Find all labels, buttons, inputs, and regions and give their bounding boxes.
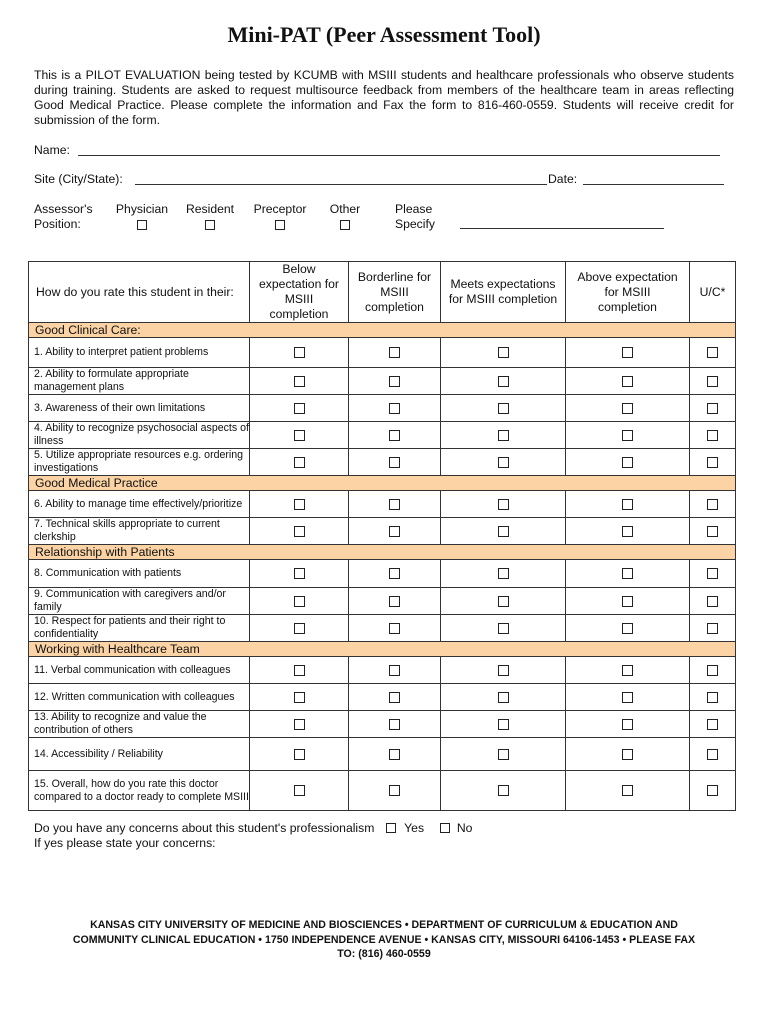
rating-checkbox-below[interactable]: [294, 785, 305, 796]
professionalism-question: Do you have any concerns about this student's professionalism: [34, 821, 375, 835]
rating-cell-below: [250, 615, 349, 642]
criterion-label: 6. Ability to manage time effectively/prioritize: [29, 491, 250, 518]
footer-line-1: KANSAS CITY UNIVERSITY OF MEDICINE AND BIOSCIENCES • DEPARTMENT OF CURRICULUM & EDUCATION AND: [90, 919, 678, 931]
rating-cell-meets: [441, 491, 566, 518]
table-row: [29, 684, 736, 711]
rating-checkbox-borderline[interactable]: [389, 403, 400, 414]
concern-yes-checkbox[interactable]: [386, 823, 396, 833]
rating-cell-above: [566, 560, 690, 588]
table-row: [29, 560, 736, 588]
rating-cell-borderline: [349, 338, 441, 368]
site-field[interactable]: [135, 184, 547, 185]
rating-cell-below: [250, 395, 349, 422]
column-header-uc: U/C*: [690, 262, 736, 323]
rating-cell-borderline: [349, 422, 441, 449]
rating-checkbox-meets[interactable]: [498, 430, 509, 441]
rating-checkbox-meets[interactable]: [498, 403, 509, 414]
rating-checkbox-uc[interactable]: [707, 457, 718, 468]
criterion-label: 4. Ability to recognize psychosocial aspects of illness: [29, 422, 250, 449]
rating-cell-meets: [441, 422, 566, 449]
table-row: [29, 738, 736, 771]
rating-checkbox-below[interactable]: [294, 403, 305, 414]
rating-checkbox-meets[interactable]: [498, 376, 509, 387]
rating-checkbox-below[interactable]: [294, 457, 305, 468]
criterion-label: 15. Overall, how do you rate this doctor compared to a doctor ready to complete MSIII: [29, 771, 250, 811]
criterion-label: 14. Accessibility / Reliability: [29, 738, 250, 771]
rating-cell-above: [566, 338, 690, 368]
rating-checkbox-above[interactable]: [622, 623, 633, 634]
table-row: [29, 615, 736, 642]
rating-cell-uc: [690, 560, 736, 588]
rating-cell-below: [250, 560, 349, 588]
column-header-below: Below expectation for MSIII completion: [250, 262, 349, 323]
rating-checkbox-borderline[interactable]: [389, 692, 400, 703]
rating-checkbox-below[interactable]: [294, 526, 305, 537]
rating-checkbox-borderline[interactable]: [389, 785, 400, 796]
rating-cell-above: [566, 771, 690, 811]
rating-checkbox-above[interactable]: [622, 526, 633, 537]
rating-cell-borderline: [349, 771, 441, 811]
rating-cell-below: [250, 711, 349, 738]
criterion-label: 7. Technical skills appropriate to current clerkship: [29, 518, 250, 545]
rating-checkbox-meets[interactable]: [498, 568, 509, 579]
rating-checkbox-borderline[interactable]: [389, 665, 400, 676]
rating-cell-above: [566, 657, 690, 684]
rating-checkbox-uc[interactable]: [707, 692, 718, 703]
table-row: [29, 338, 736, 368]
rating-checkbox-borderline[interactable]: [389, 347, 400, 358]
specify-label-line1: Please: [395, 202, 433, 216]
date-label: Date:: [548, 172, 578, 186]
rating-cell-uc: [690, 771, 736, 811]
rating-cell-below: [250, 738, 349, 771]
rating-cell-uc: [690, 684, 736, 711]
rating-cell-borderline: [349, 711, 441, 738]
section-header: Good Clinical Care:: [29, 323, 736, 338]
position-option-resident[interactable]: [182, 202, 238, 233]
rating-checkbox-below[interactable]: [294, 749, 305, 760]
table-row: [29, 491, 736, 518]
rating-checkbox-meets[interactable]: [498, 499, 509, 510]
rating-checkbox-borderline[interactable]: [389, 623, 400, 634]
rating-checkbox-meets[interactable]: [498, 623, 509, 634]
name-field[interactable]: [78, 155, 720, 156]
assessor-label-line2: Position:: [34, 217, 81, 231]
rating-cell-uc: [690, 588, 736, 615]
assessor-label-line1: Assessor's: [34, 202, 93, 216]
rating-checkbox-above[interactable]: [622, 692, 633, 703]
rating-checkbox-meets[interactable]: [498, 347, 509, 358]
position-option-preceptor[interactable]: [249, 202, 311, 233]
site-label: Site (City/State):: [34, 172, 123, 186]
criterion-label: 10. Respect for patients and their right to confidentiality: [29, 615, 250, 642]
rating-cell-below: [250, 771, 349, 811]
rating-cell-borderline: [349, 657, 441, 684]
rating-cell-meets: [441, 684, 566, 711]
table-row: [29, 711, 736, 738]
rating-checkbox-below[interactable]: [294, 430, 305, 441]
rating-checkbox-uc[interactable]: [707, 347, 718, 358]
assessor-position-label: [34, 202, 93, 232]
rating-cell-uc: [690, 615, 736, 642]
specify-label-line2: Specify: [395, 217, 435, 231]
rating-checkbox-uc[interactable]: [707, 596, 718, 607]
rating-checkbox-borderline[interactable]: [389, 430, 400, 441]
rating-cell-meets: [441, 368, 566, 395]
rating-checkbox-below[interactable]: [294, 347, 305, 358]
criterion-label: 8. Communication with patients: [29, 560, 250, 588]
page-title: Mini-PAT (Peer Assessment Tool): [227, 22, 541, 47]
footer-line-3: TO: (816) 460-0559: [337, 948, 431, 960]
rating-checkbox-above[interactable]: [622, 719, 633, 730]
section-header: Working with Healthcare Team: [29, 642, 736, 657]
rating-cell-meets: [441, 560, 566, 588]
rating-cell-borderline: [349, 684, 441, 711]
rating-cell-borderline: [349, 395, 441, 422]
rating-checkbox-above[interactable]: [622, 749, 633, 760]
position-option-physician[interactable]: [112, 202, 172, 233]
rating-checkbox-borderline[interactable]: [389, 719, 400, 730]
rating-cell-below: [250, 588, 349, 615]
table-row: [29, 422, 736, 449]
criterion-label: 9. Communication with caregivers and/or family: [29, 588, 250, 615]
concern-no-checkbox[interactable]: [440, 823, 450, 833]
rating-cell-above: [566, 711, 690, 738]
rating-checkbox-uc[interactable]: [707, 785, 718, 796]
rating-cell-borderline: [349, 491, 441, 518]
rating-cell-above: [566, 491, 690, 518]
physician-checkbox[interactable]: [137, 220, 147, 230]
rating-cell-below: [250, 368, 349, 395]
rating-checkbox-below[interactable]: [294, 568, 305, 579]
preceptor-checkbox[interactable]: [275, 220, 285, 230]
rating-cell-uc: [690, 518, 736, 545]
rating-cell-uc: [690, 338, 736, 368]
rating-checkbox-borderline[interactable]: [389, 376, 400, 387]
rating-checkbox-below[interactable]: [294, 623, 305, 634]
rating-cell-meets: [441, 395, 566, 422]
rating-checkbox-uc[interactable]: [707, 749, 718, 760]
rating-checkbox-borderline[interactable]: [389, 749, 400, 760]
rating-checkbox-below[interactable]: [294, 692, 305, 703]
question-header: How do you rate this student in their:: [29, 262, 250, 323]
rating-cell-meets: [441, 615, 566, 642]
rating-checkbox-below[interactable]: [294, 719, 305, 730]
rating-cell-below: [250, 657, 349, 684]
criterion-label: 12. Written communication with colleagues: [29, 684, 250, 711]
rating-checkbox-below[interactable]: [294, 596, 305, 607]
rating-checkbox-above[interactable]: [622, 499, 633, 510]
rating-checkbox-borderline[interactable]: [389, 499, 400, 510]
rating-cell-below: [250, 338, 349, 368]
rating-checkbox-meets[interactable]: [498, 526, 509, 537]
intro-paragraph: This is a PILOT EVALUATION being tested by KCUMB with MSIII students and healthcare professionals who observe students during training. Students are asked to request multisource feedback from members of the healthcare team in areas reflecting Good Medical Practice. Please complete the information and Fax the form to 816-460-0559. Students will receive credit for submission of the form.: [34, 68, 734, 127]
rating-cell-below: [250, 518, 349, 545]
rating-checkbox-uc[interactable]: [707, 623, 718, 634]
date-field[interactable]: [583, 184, 724, 185]
rating-cell-uc: [690, 491, 736, 518]
rating-cell-uc: [690, 711, 736, 738]
column-header-above: Above expectation for MSIII completion: [566, 262, 690, 323]
rating-cell-above: [566, 738, 690, 771]
name-label: Name:: [34, 143, 70, 157]
rating-checkbox-above[interactable]: [622, 430, 633, 441]
professionalism-question-row: [34, 821, 472, 835]
section-header: Relationship with Patients: [29, 545, 736, 560]
rating-cell-borderline: [349, 560, 441, 588]
rating-checkbox-borderline[interactable]: [389, 526, 400, 537]
rating-cell-above: [566, 588, 690, 615]
position-option-label: Physician: [115, 202, 169, 216]
rating-cell-meets: [441, 738, 566, 771]
rating-cell-meets: [441, 518, 566, 545]
rating-checkbox-uc[interactable]: [707, 719, 718, 730]
rating-checkbox-borderline[interactable]: [389, 596, 400, 607]
rating-checkbox-above[interactable]: [622, 785, 633, 796]
rating-checkbox-above[interactable]: [622, 568, 633, 579]
table-row: [29, 368, 736, 395]
rating-cell-borderline: [349, 615, 441, 642]
criterion-label: 5. Utilize appropriate resources e.g. ordering investigations: [29, 449, 250, 476]
rating-cell-borderline: [349, 449, 441, 476]
rating-checkbox-meets[interactable]: [498, 719, 509, 730]
position-option-label: Preceptor: [253, 202, 307, 216]
position-option-other[interactable]: [324, 202, 366, 233]
criterion-label: 1. Ability to interpret patient problems: [29, 338, 250, 368]
table-row: [29, 449, 736, 476]
rating-cell-meets: [441, 711, 566, 738]
concerns-followup: If yes please state your concerns:: [34, 836, 216, 850]
rating-cell-borderline: [349, 368, 441, 395]
rating-cell-below: [250, 449, 349, 476]
rating-cell-uc: [690, 422, 736, 449]
rating-checkbox-above[interactable]: [622, 457, 633, 468]
rating-cell-meets: [441, 771, 566, 811]
rating-cell-uc: [690, 738, 736, 771]
rating-checkbox-borderline[interactable]: [389, 568, 400, 579]
rating-checkbox-uc[interactable]: [707, 526, 718, 537]
position-option-label: Resident: [185, 202, 235, 216]
rating-checkbox-meets[interactable]: [498, 457, 509, 468]
column-header-meets: Meets expectations for MSIII completion: [441, 262, 566, 323]
table-row: [29, 657, 736, 684]
rating-checkbox-meets[interactable]: [498, 749, 509, 760]
rating-cell-below: [250, 684, 349, 711]
table-row: [29, 395, 736, 422]
rating-checkbox-below[interactable]: [294, 499, 305, 510]
rating-checkbox-above[interactable]: [622, 376, 633, 387]
column-header-borderline: Borderline for MSIII completion: [349, 262, 441, 323]
rating-cell-borderline: [349, 518, 441, 545]
table-row: [29, 518, 736, 545]
rating-cell-above: [566, 395, 690, 422]
other-checkbox[interactable]: [340, 220, 350, 230]
rating-checkbox-uc[interactable]: [707, 376, 718, 387]
rating-cell-above: [566, 518, 690, 545]
rating-cell-meets: [441, 449, 566, 476]
concern-yes-label: Yes: [404, 821, 425, 835]
rating-cell-below: [250, 491, 349, 518]
rating-checkbox-meets[interactable]: [498, 596, 509, 607]
rating-cell-above: [566, 449, 690, 476]
criterion-label: 2. Ability to formulate appropriate management plans: [29, 368, 250, 395]
rating-checkbox-above[interactable]: [622, 347, 633, 358]
rating-checkbox-uc[interactable]: [707, 403, 718, 414]
rating-cell-borderline: [349, 588, 441, 615]
rating-table: [28, 261, 736, 811]
rating-checkbox-above[interactable]: [622, 403, 633, 414]
rating-cell-uc: [690, 449, 736, 476]
rating-checkbox-uc[interactable]: [707, 430, 718, 441]
rating-cell-uc: [690, 368, 736, 395]
rating-checkbox-uc[interactable]: [707, 568, 718, 579]
rating-checkbox-below[interactable]: [294, 376, 305, 387]
rating-checkbox-meets[interactable]: [498, 665, 509, 676]
rating-checkbox-borderline[interactable]: [389, 457, 400, 468]
footer-line-2: COMMUNITY CLINICAL EDUCATION • 1750 INDEPENDENCE AVENUE • KANSAS CITY, MISSOURI 64106-1453 • PLEASE FAX: [72, 934, 696, 946]
rating-cell-above: [566, 684, 690, 711]
rating-cell-above: [566, 422, 690, 449]
position-option-label: Other: [329, 202, 361, 216]
table-row: [29, 771, 736, 811]
rating-checkbox-meets[interactable]: [498, 785, 509, 796]
resident-checkbox[interactable]: [205, 220, 215, 230]
criterion-label: 3. Awareness of their own limitations: [29, 395, 250, 422]
rating-cell-meets: [441, 588, 566, 615]
section-header: Good Medical Practice: [29, 476, 736, 491]
criterion-label: 13. Ability to recognize and value the contribution of others: [29, 711, 250, 738]
table-row: [29, 588, 736, 615]
rating-checkbox-above[interactable]: [622, 596, 633, 607]
rating-cell-above: [566, 368, 690, 395]
rating-checkbox-uc[interactable]: [707, 665, 718, 676]
rating-cell-above: [566, 615, 690, 642]
rating-checkbox-above[interactable]: [622, 665, 633, 676]
rating-checkbox-meets[interactable]: [498, 692, 509, 703]
rating-cell-meets: [441, 657, 566, 684]
concern-no-label: No: [456, 821, 473, 835]
specify-field[interactable]: [460, 228, 664, 229]
rating-checkbox-uc[interactable]: [707, 499, 718, 510]
rating-checkbox-below[interactable]: [294, 665, 305, 676]
specify-label: [395, 202, 435, 232]
criterion-label: 11. Verbal communication with colleagues: [29, 657, 250, 684]
rating-cell-meets: [441, 338, 566, 368]
rating-cell-uc: [690, 657, 736, 684]
rating-cell-uc: [690, 395, 736, 422]
rating-cell-below: [250, 422, 349, 449]
rating-cell-borderline: [349, 738, 441, 771]
